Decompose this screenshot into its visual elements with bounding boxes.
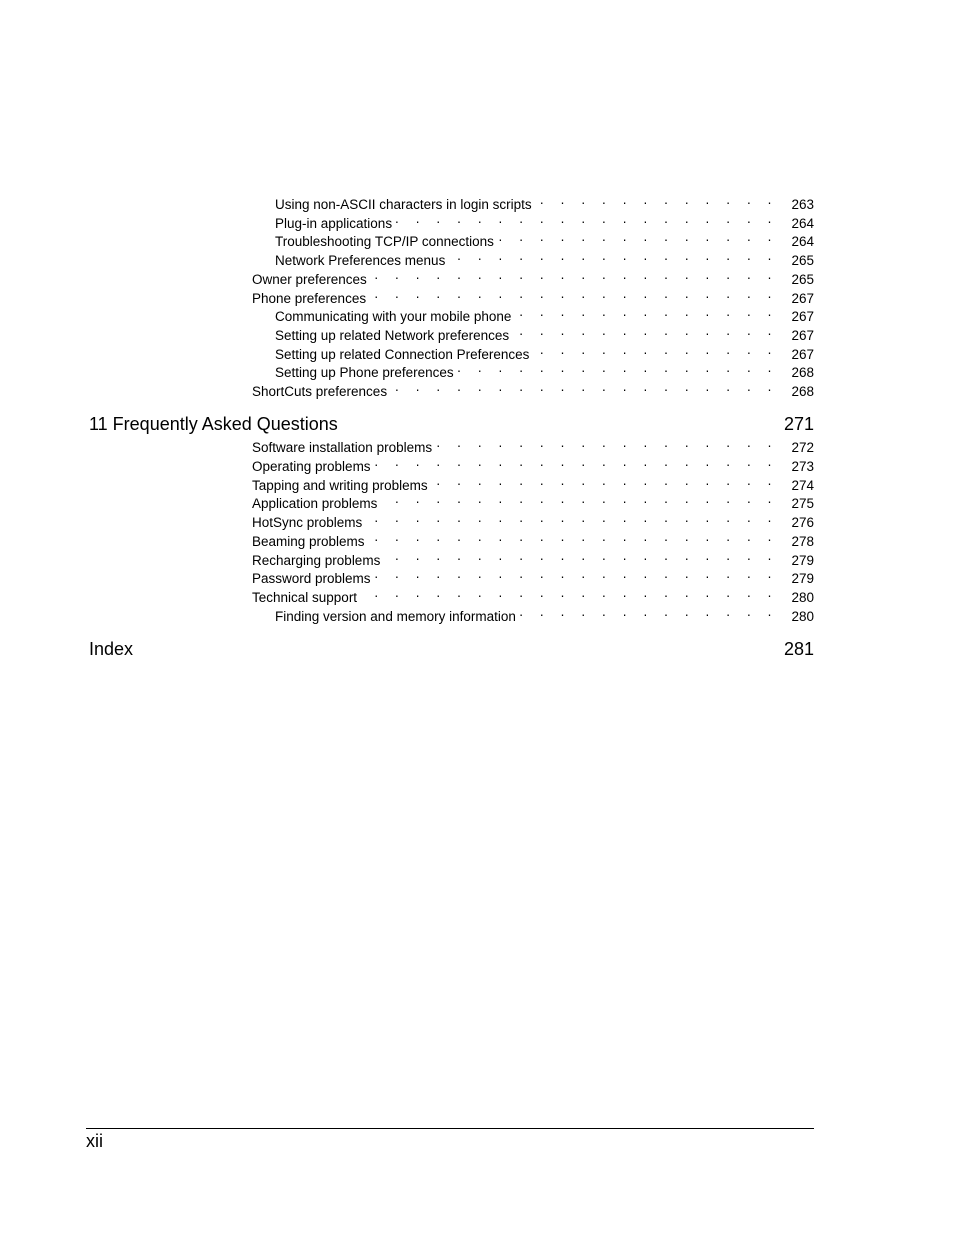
toc-entry-title: Password problems: [252, 571, 371, 587]
dot-leader: [369, 528, 778, 546]
page-number: xii: [86, 1131, 103, 1151]
toc-entry-title: HotSync problems: [252, 515, 363, 530]
toc-entry[interactable]: [252, 490, 814, 512]
toc-entry-page: 274: [791, 477, 814, 493]
dot-leader: [391, 378, 778, 396]
toc-entry[interactable]: [275, 191, 814, 212]
toc-entry-title: Setting up related Connection Preferences: [275, 346, 530, 362]
index-title: Index: [89, 639, 134, 659]
toc-entry[interactable]: [275, 341, 814, 362]
dot-leader: [436, 434, 778, 452]
toc-entry-page: 267: [791, 327, 814, 343]
toc-entry[interactable]: [275, 247, 814, 269]
dot-leader: [533, 341, 778, 359]
toc-entry-page: 275: [791, 496, 814, 512]
toc-entry[interactable]: [275, 359, 814, 381]
toc-entry[interactable]: [252, 565, 814, 587]
toc-entry[interactable]: [252, 528, 814, 549]
toc-entry-page: 264: [791, 234, 814, 250]
dot-leader: [515, 303, 778, 321]
toc-entry[interactable]: [275, 228, 814, 250]
toc-entry[interactable]: [252, 547, 814, 568]
toc-entry-title: Finding version and memory information: [275, 608, 516, 624]
toc-entry-title: Software installation problems: [252, 440, 433, 455]
toc-entry-title: Beaming problems: [252, 533, 365, 549]
dot-leader: [384, 547, 778, 565]
toc-entry-page: 272: [791, 440, 814, 455]
toc-entry-page: 265: [791, 271, 814, 287]
index-heading[interactable]: [89, 638, 814, 660]
toc-entry-page: 264: [791, 215, 814, 231]
toc-entry-page: 268: [791, 384, 814, 399]
toc-entry-page: 267: [791, 290, 814, 306]
index-page: 281: [783, 639, 814, 659]
dot-leader: [536, 191, 778, 209]
chapter-heading[interactable]: [89, 413, 814, 435]
dot-leader: [375, 453, 778, 471]
toc-entry[interactable]: [252, 266, 814, 287]
toc-entry[interactable]: [252, 472, 814, 493]
dot-leader: [520, 603, 778, 621]
toc-entry-page: 267: [791, 309, 814, 325]
toc-entry[interactable]: [275, 603, 814, 624]
toc-entry-title: Setting up Phone preferences: [275, 365, 454, 381]
toc-entry-title: Using non-ASCII characters in login scripts: [275, 197, 532, 212]
toc-entry[interactable]: [275, 322, 814, 343]
dot-leader: [361, 584, 778, 602]
toc-entry[interactable]: [252, 509, 814, 530]
toc-entry-title: Application problems: [252, 496, 378, 512]
toc-entry-title: Recharging problems: [252, 552, 381, 568]
dot-leader: [449, 247, 778, 265]
toc-entry-title: Technical support: [252, 590, 358, 605]
dot-leader: [371, 266, 778, 284]
toc-entry-page: 280: [791, 608, 814, 624]
toc-entry[interactable]: [275, 210, 814, 231]
toc-entry[interactable]: [252, 453, 814, 474]
toc-entry[interactable]: [252, 378, 814, 399]
footer-rule: [86, 1128, 814, 1129]
dot-leader: [375, 565, 778, 583]
chapter-page: 271: [783, 414, 814, 434]
toc-entry-title: Network Preferences menus: [275, 253, 446, 269]
dot-leader: [381, 490, 778, 508]
toc-entry-page: 263: [791, 197, 814, 212]
dot-leader: [458, 359, 778, 377]
dot-leader: [498, 228, 778, 246]
toc-entry-page: 267: [791, 346, 814, 362]
toc-entry-page: 278: [791, 533, 814, 549]
toc-entry-page: 276: [791, 515, 814, 530]
dot-leader: [513, 322, 778, 340]
dot-leader: [366, 509, 778, 527]
toc-entry-page: 279: [791, 571, 814, 587]
toc-entry-page: 279: [791, 552, 814, 568]
toc-entry[interactable]: [252, 584, 814, 605]
toc-entry-page: 273: [791, 458, 814, 474]
toc-entry-page: 280: [791, 590, 814, 605]
dot-leader: [370, 285, 778, 303]
toc-entry-title: Owner preferences: [252, 271, 367, 287]
toc-entry-title: Operating problems: [252, 458, 371, 474]
toc-entry-title: ShortCuts preferences: [252, 384, 388, 399]
dot-leader: [432, 472, 778, 490]
toc-entry-title: Setting up related Network preferences: [275, 327, 510, 343]
toc-entry-title: Troubleshooting TCP/IP connections: [275, 234, 494, 250]
toc-entry-title: Tapping and writing problems: [252, 477, 428, 493]
toc-entry-title: Plug-in applications: [275, 215, 393, 231]
toc-entry-title: Communicating with your mobile phone: [275, 309, 512, 325]
dot-leader: [396, 210, 778, 228]
toc-entry-page: 265: [791, 253, 814, 269]
toc-entry[interactable]: [275, 303, 814, 325]
toc-entry-page: 268: [791, 365, 814, 381]
toc-entry[interactable]: [252, 285, 814, 306]
toc-entry[interactable]: [252, 434, 814, 455]
toc-entry-title: Phone preferences: [252, 290, 367, 306]
chapter-title: 11 Frequently Asked Questions: [89, 414, 338, 434]
